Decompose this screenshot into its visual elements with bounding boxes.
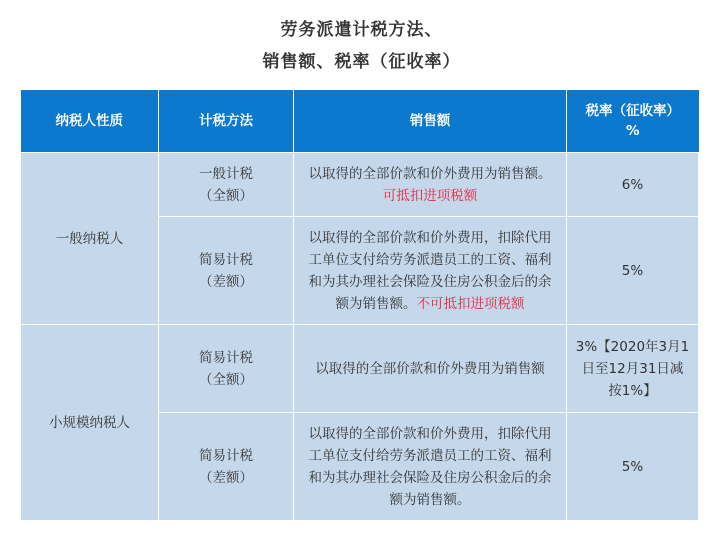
table-row <box>21 153 699 217</box>
sales-cell <box>294 153 567 217</box>
taxpayer-small-scale: 小规模纳税人 <box>21 325 159 521</box>
deduction-note: 可抵扣进项税额 <box>382 187 478 204</box>
header-sales-amount: 销售额 <box>294 90 567 153</box>
rate-cell: 5% <box>567 217 699 325</box>
method-cell <box>159 413 294 521</box>
title-line-1: 劳务派遣计税方法、 <box>280 20 443 40</box>
tax-table <box>20 90 699 521</box>
method-name: 一般计税 <box>199 165 253 182</box>
rate-cell <box>567 325 699 413</box>
sales-text: 以取得的全部价款和价外费用，扣除代用工单位支付给劳务派遣员工的工资、福利和为其办理社会保险及住房公积金后的余额为销售额。 <box>308 229 552 312</box>
sales-text: 以取得的全部价款和价外费用，扣除代用工单位支付给劳务派遣员工的工资、福利和为其办理社会保险及住房公积金后的余额为销售额。 <box>308 425 552 508</box>
table-header-row <box>21 90 699 153</box>
rate-cell: 6% <box>567 153 699 217</box>
header-tax-rate-label: 税率（征收率） <box>585 103 680 119</box>
taxpayer-general: 一般纳税人 <box>21 153 159 325</box>
sales-text: 以取得的全部价款和价外费用为销售额。 <box>308 165 552 182</box>
sales-cell <box>294 325 567 413</box>
sales-cell <box>294 413 567 521</box>
method-basis: （差额） <box>199 273 253 290</box>
method-name: 简易计税 <box>199 447 253 464</box>
header-tax-method: 计税方法 <box>159 90 294 153</box>
method-cell <box>159 153 294 217</box>
method-basis: （差额） <box>199 469 253 486</box>
method-basis: （全额） <box>199 187 253 204</box>
header-tax-rate-unit: % <box>625 123 640 139</box>
sales-text: 以取得的全部价款和价外费用为销售额 <box>315 360 545 377</box>
header-taxpayer-type: 纳税人性质 <box>21 90 159 153</box>
rate-text: 3%【2020年3月1日至12月31日减按1%】 <box>575 338 690 399</box>
header-tax-rate <box>567 90 699 153</box>
method-name: 简易计税 <box>199 251 253 268</box>
deduction-note: 不可抵扣进项税额 <box>416 295 525 312</box>
rate-cell: 5% <box>567 413 699 521</box>
method-basis: （全额） <box>199 371 253 388</box>
page-title <box>0 14 723 78</box>
method-cell <box>159 217 294 325</box>
title-line-2: 销售额、税率（征收率） <box>262 52 461 72</box>
method-cell <box>159 325 294 413</box>
method-name: 简易计税 <box>199 349 253 366</box>
sales-cell <box>294 217 567 325</box>
table-row <box>21 325 699 413</box>
